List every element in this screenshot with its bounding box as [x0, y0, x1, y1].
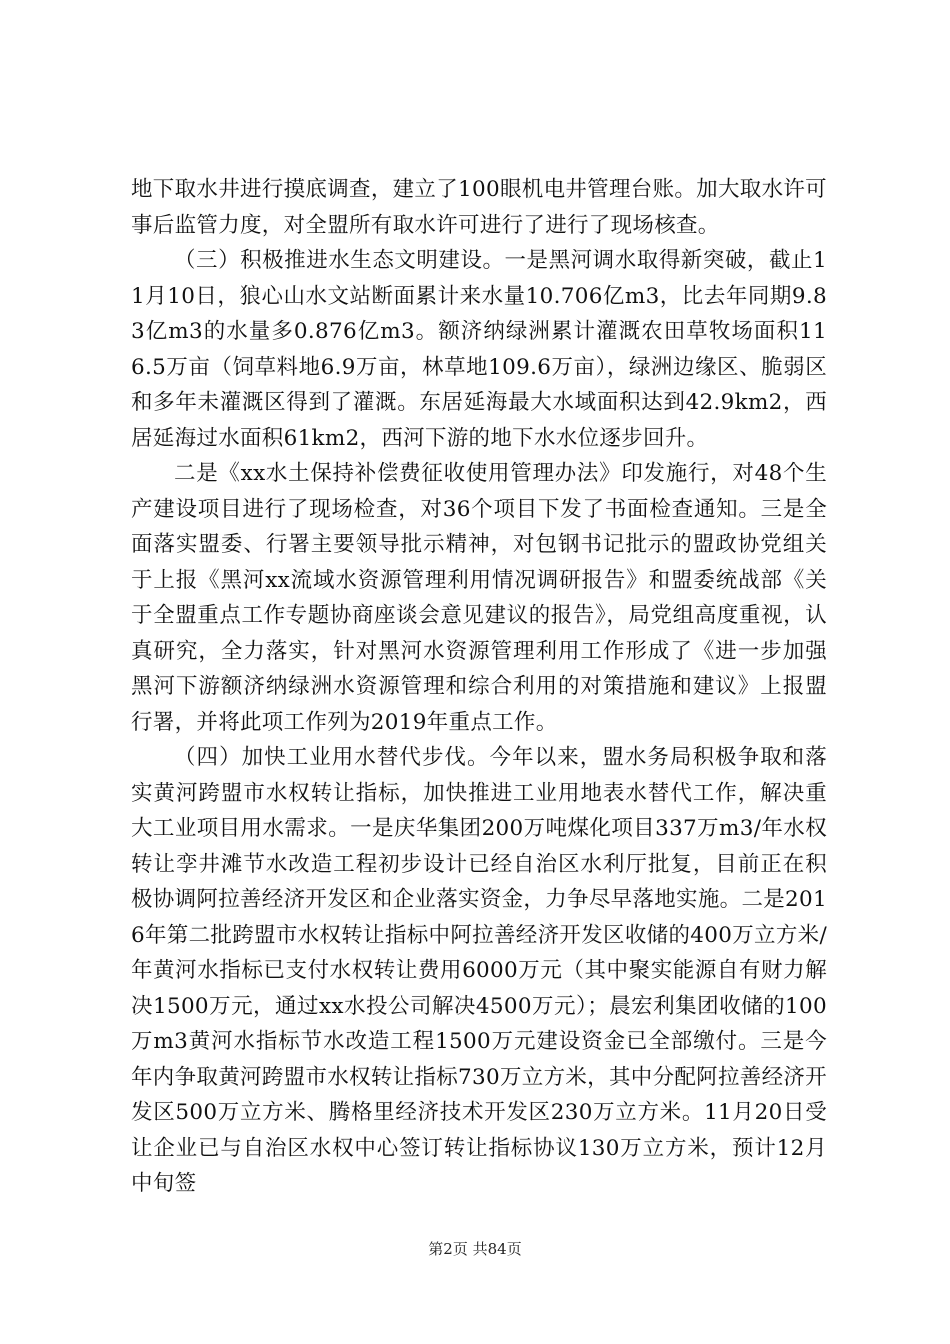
paragraph-section-three: （三）积极推进水生态文明建设。一是黑河调水取得新突破，截止11月10日，狼心山水文站断面累计来水量10.706亿m3，比去年同期9.83亿m3的水量多0.876亿m3。额济纳绿洲累计灌溉农田草牧场面积116.5万亩（饲草料地6.9万亩，林草地109.6万亩），绿洲边缘区、脆弱区和多年未灌溉区得到了灌溉。东居延海最大水域面积达到42.9km2，西居延海过水面积61km2，西河下游的地下水水位逐步回升。: [131, 248, 827, 451]
document-body: [131, 172, 827, 1202]
paragraph-continuation: 地下取水井进行摸底调查，建立了100眼机电井管理台账。加大取水许可事后监管力度，对全盟所有取水许可进行了进行了现场核查。: [131, 177, 827, 238]
paragraph-section-four: （四）加快工业用水替代步伐。今年以来，盟水务局积极争取和落实黄河跨盟市水权转让指标，加快推进工业用地表水替代工作，解决重大工业项目用水需求。一是庆华集团200万吨煤化项目337万m3/年水权转让孪井滩节水改造工程初步设计已经自治区水利厅批复，目前正在积极协调阿拉善经济开发区和企业落实资金，力争尽早落地实施。二是2016年第二批跨盟市水权转让指标中阿拉善经济开发区收储的400万立方米/年黄河水指标已支付水权转让费用6000万元（其中聚实能源自有财力解决1500万元，通过xx水投公司解决4500万元）；晨宏利集团收储的100万m3黄河水指标节水改造工程1500万元建设资金已全部缴付。三是今年内争取黄河跨盟市水权转让指标730万立方米，其中分配阿拉善经济开发区500万立方米、腾格里经济技术开发区230万立方米。11月20日受让企业已与自治区水权中心签订转让指标协议130万立方米，预计12月中旬签: [131, 745, 827, 1196]
page-number-footer: 第2页 共84页: [428, 1240, 522, 1258]
paragraph-item-two: 二是《xx水土保持补偿费征收使用管理办法》印发施行，对48个生产建设项目进行了现场检查，对36个项目下发了书面检查通知。三是全面落实盟委、行署主要领导批示精神，对包钢书记批示的盟政协党组关于上报《黑河xx流域水资源管理利用情况调研报告》和盟委统战部《关于全盟重点工作专题协商座谈会意见建议的报告》，局党组高度重视，认真研究，全力落实，针对黑河水资源管理利用工作形成了《进一步加强黑河下游额济纳绿洲水资源管理和综合利用的对策措施和建议》上报盟行署，并将此项工作列为2019年重点工作。: [131, 461, 827, 735]
